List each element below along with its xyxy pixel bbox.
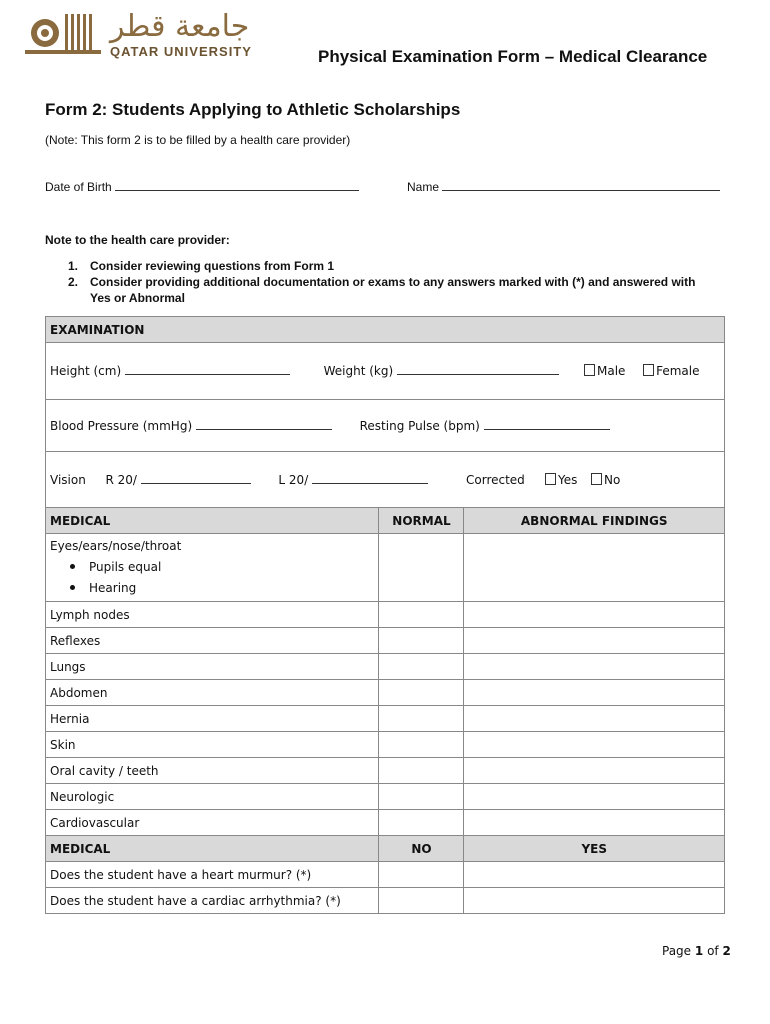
abnormal-cell[interactable] bbox=[464, 810, 725, 836]
page-number bbox=[662, 944, 731, 958]
cardiac-header: MEDICAL bbox=[46, 836, 379, 862]
vision-left-line[interactable] bbox=[312, 473, 428, 484]
form-note: (Note: This form 2 is to be filled by a health care provider) bbox=[45, 133, 351, 147]
no-cell[interactable] bbox=[379, 862, 464, 888]
instructions-list bbox=[68, 258, 718, 306]
corrected-no-label: No bbox=[604, 473, 621, 487]
name-field[interactable] bbox=[407, 180, 720, 194]
university-logo-emblem bbox=[25, 10, 101, 56]
normal-header: NORMAL bbox=[379, 508, 464, 534]
medical-row-label: Skin bbox=[46, 732, 379, 758]
abnormal-cell[interactable] bbox=[464, 534, 725, 602]
instruction-text: Consider providing additional documentation or exams to any answers marked with (*) and answered with Yes or Abnormal bbox=[90, 275, 696, 305]
vision-right-label: R 20/ bbox=[105, 472, 137, 487]
male-label: Male bbox=[597, 364, 626, 378]
normal-cell[interactable] bbox=[379, 602, 464, 628]
normal-cell[interactable] bbox=[379, 680, 464, 706]
name-label: Name bbox=[407, 180, 440, 194]
normal-cell[interactable] bbox=[379, 810, 464, 836]
medical-row-label: Lungs bbox=[46, 654, 379, 680]
vision-right-line[interactable] bbox=[141, 473, 251, 484]
normal-cell[interactable] bbox=[379, 628, 464, 654]
abnormal-cell[interactable] bbox=[464, 628, 725, 654]
logo-arabic-text: جامعة قطر bbox=[110, 9, 250, 44]
logo-english-text: QATAR UNIVERSITY bbox=[110, 44, 252, 59]
weight-label: Weight (kg) bbox=[323, 364, 394, 378]
vision-label: Vision bbox=[50, 472, 86, 487]
pulse-line[interactable] bbox=[484, 419, 610, 430]
normal-cell[interactable] bbox=[379, 784, 464, 810]
page-word: Page bbox=[662, 944, 692, 958]
vision-left-label: L 20/ bbox=[278, 472, 309, 487]
bullet-icon bbox=[70, 564, 75, 569]
eyes-ears-nose-throat-label: Eyes/ears/nose/throat bbox=[50, 539, 182, 553]
normal-cell[interactable] bbox=[379, 732, 464, 758]
corrected-yes-checkbox[interactable] bbox=[545, 473, 556, 485]
page-of: of bbox=[707, 944, 719, 958]
no-header: NO bbox=[379, 836, 464, 862]
abnormal-cell[interactable] bbox=[464, 758, 725, 784]
bp-pulse-row bbox=[46, 400, 725, 452]
medical-row-label: Abdomen bbox=[46, 680, 379, 706]
abnormal-cell[interactable] bbox=[464, 654, 725, 680]
pupils-item bbox=[50, 557, 374, 578]
abnormal-header: ABNORMAL FINDINGS bbox=[464, 508, 725, 534]
pulse-label: Resting Pulse (bpm) bbox=[359, 418, 480, 433]
corrected-label: Corrected bbox=[466, 473, 525, 487]
arrhythmia-question: Does the student have a cardiac arrhythmia? (*) bbox=[46, 888, 379, 914]
medical-row-label: Neurologic bbox=[46, 784, 379, 810]
pupils-label: Pupils equal bbox=[89, 560, 162, 574]
bp-label: Blood Pressure (mmHg) bbox=[50, 418, 193, 433]
normal-cell[interactable] bbox=[379, 534, 464, 602]
heart-murmur-question: Does the student have a heart murmur? (*) bbox=[46, 862, 379, 888]
height-line[interactable] bbox=[125, 364, 290, 375]
medical-row-label: Cardiovascular bbox=[46, 810, 379, 836]
medical-row-label: Oral cavity / teeth bbox=[46, 758, 379, 784]
female-label: Female bbox=[656, 364, 700, 378]
yes-cell[interactable] bbox=[464, 862, 725, 888]
abnormal-cell[interactable] bbox=[464, 680, 725, 706]
current-page: 1 bbox=[694, 944, 704, 958]
dob-line[interactable] bbox=[115, 180, 359, 191]
normal-cell[interactable] bbox=[379, 758, 464, 784]
vision-row bbox=[46, 452, 725, 508]
abnormal-cell[interactable] bbox=[464, 784, 725, 810]
yes-cell[interactable] bbox=[464, 888, 725, 914]
abnormal-cell[interactable] bbox=[464, 732, 725, 758]
dob-label: Date of Birth bbox=[45, 180, 112, 194]
examination-header: EXAMINATION bbox=[46, 317, 725, 343]
weight-line[interactable] bbox=[397, 364, 559, 375]
corrected-yes-label: Yes bbox=[558, 473, 578, 487]
height-label: Height (cm) bbox=[50, 364, 122, 378]
instruction-item bbox=[68, 258, 718, 274]
instruction-number: 2. bbox=[68, 275, 79, 289]
hearing-label: Hearing bbox=[89, 581, 137, 595]
medical-header: MEDICAL bbox=[46, 508, 379, 534]
form-title: Form 2: Students Applying to Athletic Scholarships bbox=[45, 100, 461, 119]
normal-cell[interactable] bbox=[379, 654, 464, 680]
dob-field[interactable] bbox=[45, 180, 359, 194]
page-header-title: Physical Examination Form – Medical Clearance bbox=[318, 47, 708, 66]
total-pages: 2 bbox=[722, 944, 731, 958]
medical-row-label: Lymph nodes bbox=[46, 602, 379, 628]
instruction-number: 1. bbox=[68, 259, 79, 273]
hearing-item bbox=[50, 578, 374, 599]
abnormal-cell[interactable] bbox=[464, 706, 725, 732]
no-cell[interactable] bbox=[379, 888, 464, 914]
abnormal-cell[interactable] bbox=[464, 602, 725, 628]
bullet-icon bbox=[70, 585, 75, 590]
medical-row-label: Hernia bbox=[46, 706, 379, 732]
height-weight-row bbox=[46, 343, 725, 400]
bp-line[interactable] bbox=[196, 419, 332, 430]
examination-table bbox=[45, 316, 725, 914]
provider-note-title: Note to the health care provider: bbox=[45, 233, 230, 247]
eyes-ears-nose-throat-cell bbox=[46, 534, 379, 602]
corrected-no-checkbox[interactable] bbox=[591, 473, 602, 485]
medical-row-label: Reflexes bbox=[46, 628, 379, 654]
male-checkbox[interactable] bbox=[584, 364, 595, 376]
female-checkbox[interactable] bbox=[643, 364, 654, 376]
instruction-text: Consider reviewing questions from Form 1 bbox=[90, 259, 335, 273]
normal-cell[interactable] bbox=[379, 706, 464, 732]
name-line[interactable] bbox=[442, 180, 720, 191]
yes-header: YES bbox=[464, 836, 725, 862]
instruction-item bbox=[68, 274, 718, 306]
